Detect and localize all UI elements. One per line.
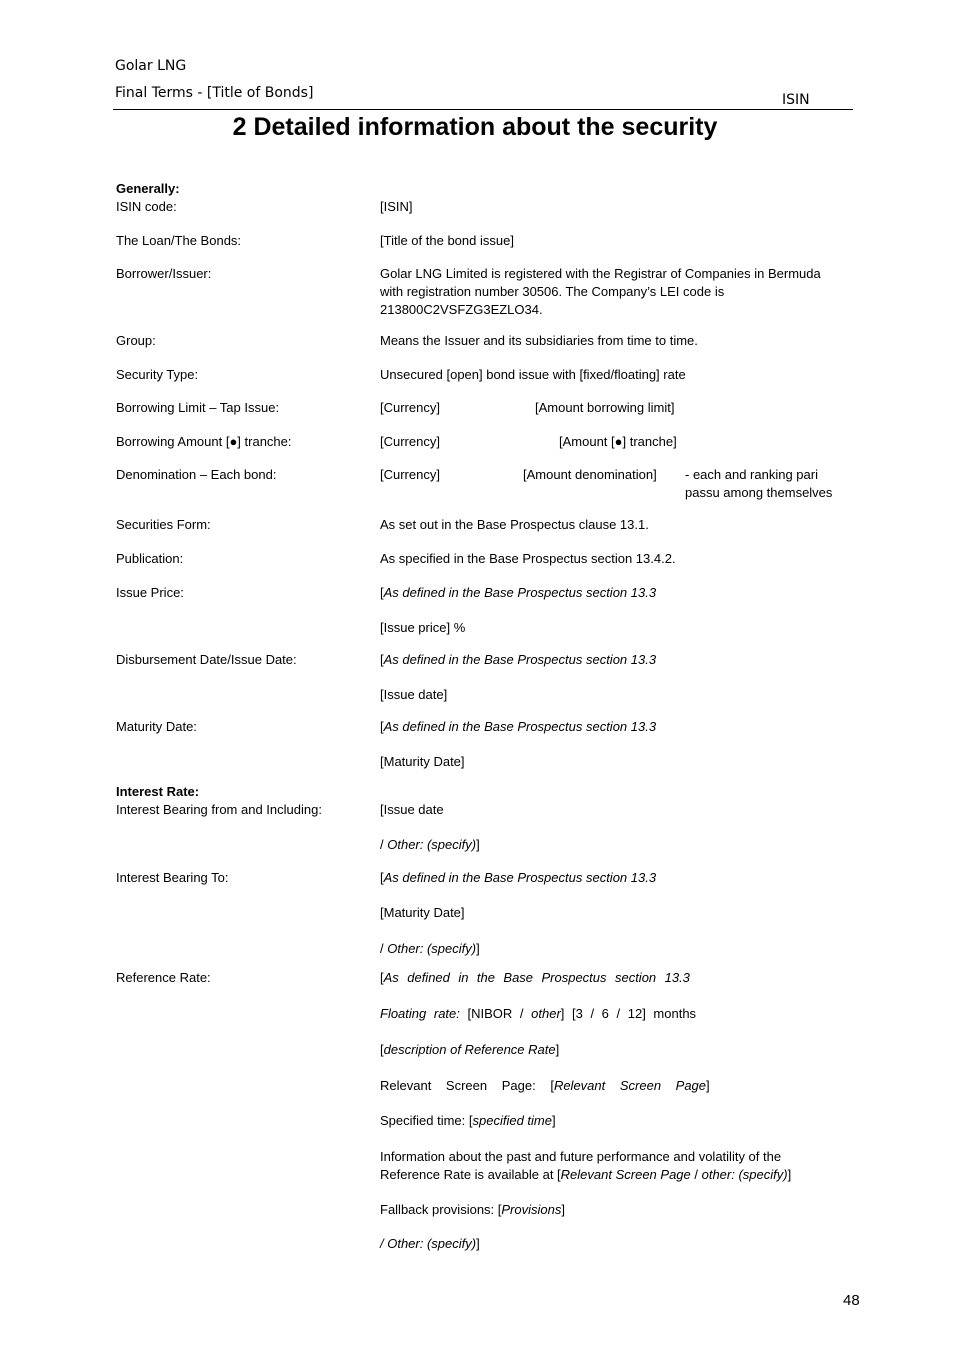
screen-page-label: Relevant Screen Page: [380,1078,536,1093]
securities-form-label: Securities Form: [116,517,211,532]
denomination-amount: [Amount denomination] [523,467,657,482]
issue-price-value: [Issue price] % [380,620,466,635]
page-title: 2 Detailed information about the security [232,113,718,141]
loan-value: [Title of the bond issue] [380,233,514,248]
borrowing-limit-amount: [Amount borrowing limit] [535,400,675,415]
bearing-from-label: Interest Bearing from and Including: [116,802,322,817]
performance-info-text: Information about the past and future performance and volatility of the Reference Rate is available at [380,1149,782,1182]
maturity-label: Maturity Date: [116,719,197,734]
performance-info-other: other: (specify) [701,1167,788,1182]
borrowing-amount-currency: [Currency] [380,434,440,449]
disbursement-value: [Issue date] [380,687,448,702]
floating-prefix: Floating rate: [380,1006,460,1021]
ref-word: the [476,970,495,985]
relevant-screen-page: Relevant Screen Page: [Relevant Screen Page] [380,1078,710,1093]
header-isin: ISIN [782,92,810,108]
disbursement-label: Disbursement Date/Issue Date: [116,652,297,667]
securities-form-value: As set out in the Base Prospectus clause 13.1. [380,517,649,532]
denomination-currency: [Currency] [380,467,440,482]
floating-rate [380,1005,696,1023]
section-heading-generally: Generally: [116,181,180,196]
issuer-value: Golar LNG Limited is registered with the Registrar of Companies in Bermuda with registration number 30506. The Company’s LEI code is 213800C2VSFZG3EZLO34. [380,266,821,317]
performance-info: Information about the past and future performance and volatility of the Reference Rate is available at [Relevant Screen Page / other: (specify)] [380,1149,792,1182]
bearing-to-ref-text: As defined in the Base Prospectus section 13.3 [383,870,657,885]
reference-rate-ref [380,969,690,987]
floating-months: ] [3 / 6 / 12] months [560,1006,697,1021]
bearing-to-other: / Other: (specify)] [380,941,480,956]
final-other-text: / Other: (specify) [380,1236,477,1251]
loan-label: The Loan/The Bonds: [116,233,242,248]
ref-word: section [614,970,657,985]
screen-page-value: Relevant Screen Page [553,1078,707,1093]
maturity-value: [Maturity Date] [380,754,465,769]
disbursement-ref: [As defined in the Base Prospectus section 13.3 [380,652,657,667]
bearing-to-label: Interest Bearing To: [116,870,229,885]
floating-nibor: [NIBOR / [467,1006,524,1021]
header-divider [113,109,853,110]
group-label: Group: [116,333,156,348]
reference-rate-description: [description of Reference Rate] [380,1042,560,1057]
publication-label: Publication: [116,551,184,566]
floating-other: other [531,1006,561,1021]
ref-word: defined [407,970,450,985]
issue-price-ref: [As defined in the Base Prospectus section 13.3 [380,585,657,600]
header-final-terms: Final Terms - [Title of Bonds] [115,85,314,101]
issue-price-label: Issue Price: [116,585,184,600]
group-value: Means the Issuer and its subsidiaries from time to time. [380,333,698,348]
security-type-label: Security Type: [116,367,199,382]
section-heading-interest: Interest Rate: [116,784,200,799]
fallback-value: Provisions [501,1202,562,1217]
fallback-label: Fallback provisions: [380,1202,495,1217]
maturity-ref-text: As defined in the Base Prospectus section 13.3 [383,719,657,734]
ref-word: Base [503,970,534,985]
page-number: 48 [843,1292,860,1309]
security-type-value: Unsecured [open] bond issue with [fixed/floating] rate [380,367,686,382]
disbursement-ref-text: As defined in the Base Prospectus section 13.3 [383,652,657,667]
borrowing-limit-label: Borrowing Limit – Tap Issue: [116,400,280,415]
ref-word: in [458,970,469,985]
ref-word: [As [380,970,399,985]
publication-value: As specified in the Base Prospectus section 13.4.2. [380,551,676,566]
issuer-label: Borrower/Issuer: [116,266,212,281]
maturity-ref: [As defined in the Base Prospectus section 13.3 [380,719,657,734]
denomination-note: - each and ranking pari passu among themselves [685,467,833,500]
specified-time-value: specified time [472,1113,552,1128]
ref-word: 13.3 [664,970,690,985]
fallback-provisions: Fallback provisions: [Provisions] [380,1202,565,1217]
bearing-from-other: / Other: (specify)] [380,837,480,852]
performance-info-ref: Relevant Screen Page [560,1167,691,1182]
bearing-from-value: [Issue date [380,802,444,817]
bearing-to-value: [Maturity Date] [380,905,465,920]
final-other: / Other: (specify)] [380,1236,480,1251]
issue-price-ref-text: As defined in the Base Prospectus section 13.3 [383,585,657,600]
borrowing-amount-amount: [Amount [●] tranche] [559,434,677,449]
borrowing-limit-currency: [Currency] [380,400,440,415]
denomination-label: Denomination – Each bond: [116,467,277,482]
specified-time-label: Specified time: [380,1113,466,1128]
reference-rate-description-text: description of Reference Rate [383,1042,556,1057]
isin-value: [ISIN] [380,199,413,214]
isin-label: ISIN code: [116,199,177,214]
borrowing-amount-label: Borrowing Amount [●] tranche: [116,434,292,449]
header-company: Golar LNG [115,58,187,74]
bearing-to-ref: [As defined in the Base Prospectus section 13.3 [380,870,657,885]
bearing-to-other-text: Other: (specify) [387,941,477,956]
ref-word: Prospectus [541,970,607,985]
bearing-from-other-text: Other: (specify) [387,837,477,852]
reference-rate-label: Reference Rate: [116,970,211,985]
specified-time: Specified time: [specified time] [380,1113,556,1128]
